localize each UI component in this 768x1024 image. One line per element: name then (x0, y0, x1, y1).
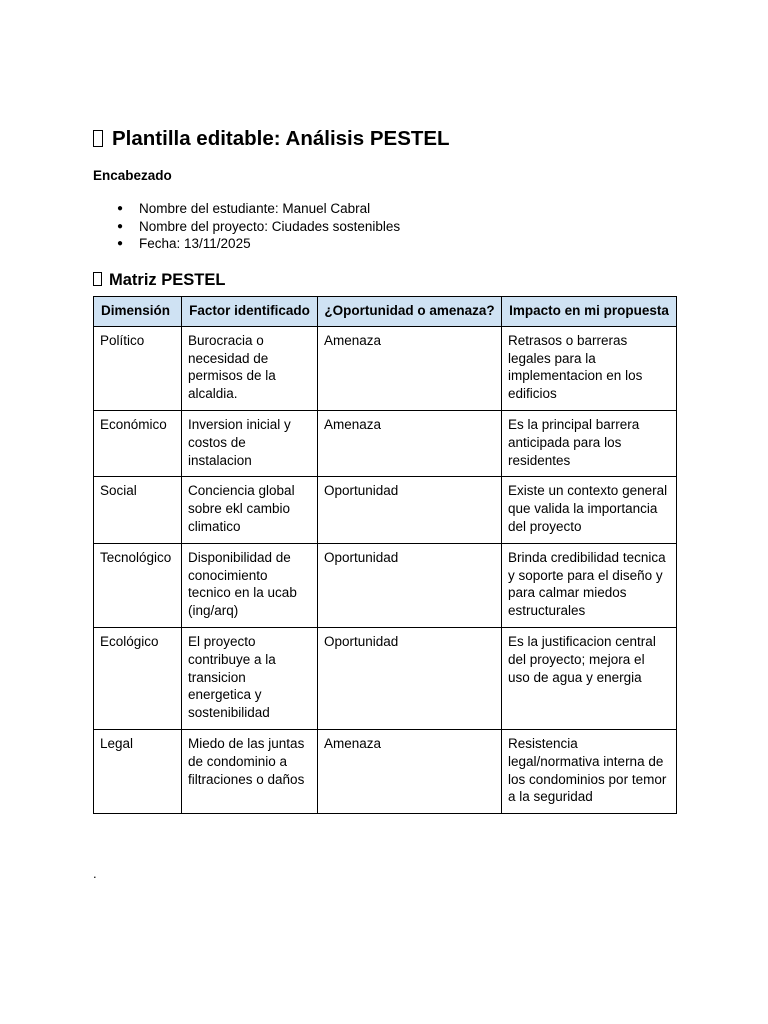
classification-cell: Amenaza (318, 729, 502, 813)
table-row (94, 326, 677, 410)
student-info-list (93, 200, 400, 253)
impact-cell: Es la principal barrera anticipada para los residentes (502, 410, 677, 476)
classification-cell: Oportunidad (318, 627, 502, 729)
factor-cell: Inversion inicial y costos de instalacion (182, 410, 318, 476)
factor-cell: Disponibilidad de conocimiento tecnico en la ucab (ing/arq) (182, 543, 318, 627)
dimension-cell: Legal (94, 729, 182, 813)
page-title (93, 125, 450, 153)
dimension-cell: Ecológico (94, 627, 182, 729)
missing-glyph-icon (93, 272, 102, 286)
classification-cell: Oportunidad (318, 477, 502, 543)
classification-cell: Amenaza (318, 326, 502, 410)
impact-cell: Es la justificacion central del proyecto; mejora el uso de agua y energia (502, 627, 677, 729)
dimension-cell: Social (94, 477, 182, 543)
bullet-icon: ● (117, 238, 124, 249)
trailing-period: . (93, 866, 97, 881)
classification-cell: Oportunidad (318, 543, 502, 627)
bullet-icon: ● (117, 220, 124, 232)
project-name-text: Nombre del proyecto: Ciudades sostenibles (139, 218, 401, 234)
factor-cell: Conciencia global sobre ekl cambio climatico (182, 477, 318, 543)
column-header-impact: Impacto en mi propuesta (502, 297, 677, 327)
column-header-opportunity-threat: ¿Oportunidad o amenaza? (318, 297, 502, 327)
missing-glyph-icon (93, 130, 103, 147)
classification-cell: Amenaza (318, 410, 502, 476)
factor-cell: El proyecto contribuye a la transicion energetica y sostenibilidad (182, 627, 318, 729)
impact-cell: Existe un contexto general que valida la importancia del proyecto (502, 477, 677, 543)
date-item (93, 235, 400, 253)
bullet-icon: ● (117, 203, 124, 214)
dimension-cell: Político (94, 326, 182, 410)
impact-cell: Resistencia legal/normativa interna de los condominios por temor a la seguridad (502, 729, 677, 813)
column-header-factor: Factor identificado (182, 297, 318, 327)
table-header-row (94, 297, 677, 327)
student-name-item (93, 200, 400, 218)
table-row (94, 477, 677, 543)
column-header-dimension: Dimensión (94, 297, 182, 327)
section-title-text: Matriz PESTEL (109, 271, 226, 289)
dimension-cell: Económico (94, 410, 182, 476)
impact-cell: Brinda credibilidad tecnica y soporte para el diseño y para calmar miedos estructurales (502, 543, 677, 627)
date-text: Fecha: 13/11/2025 (139, 236, 251, 251)
header-label: Encabezado (93, 168, 172, 183)
factor-cell: Miedo de las juntas de condominio a filtraciones o daños (182, 729, 318, 813)
section-title (93, 269, 225, 291)
page-title-text: Plantilla editable: Análisis PESTEL (112, 127, 450, 150)
table-row (94, 410, 677, 476)
factor-cell: Burocracia o necesidad de permisos de la alcaldia. (182, 326, 318, 410)
student-name-text: Nombre del estudiante: Manuel Cabral (139, 201, 371, 216)
table-row (94, 543, 677, 627)
table-row (94, 729, 677, 813)
project-name-item (93, 218, 400, 236)
impact-cell: Retrasos o barreras legales para la implementacion en los edificios (502, 326, 677, 410)
pestel-matrix-table (93, 296, 677, 814)
dimension-cell: Tecnológico (94, 543, 182, 627)
table-row (94, 627, 677, 729)
